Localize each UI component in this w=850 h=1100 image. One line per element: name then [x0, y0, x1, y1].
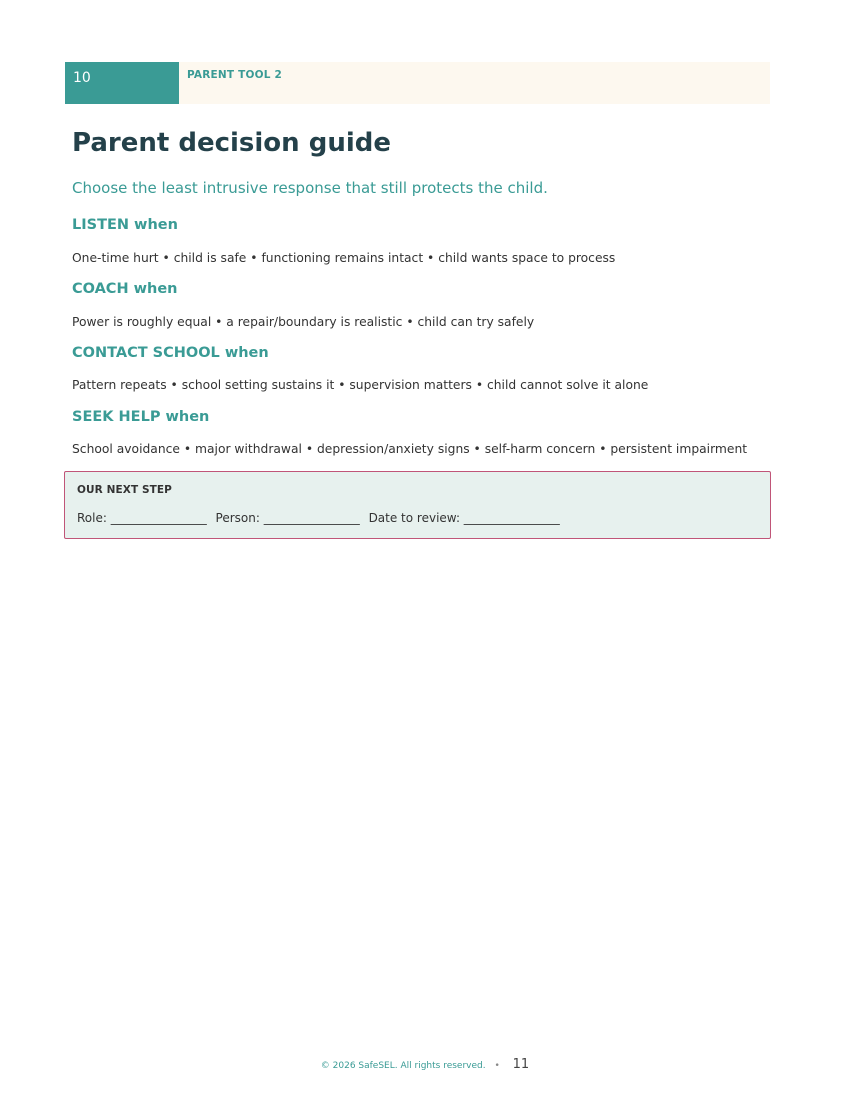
page-subtitle: Choose the least intrusive response that still protects the child. [72, 179, 548, 197]
section-body-coach: Power is roughly equal • a repair/boundary is realistic • child can try safely [72, 315, 535, 329]
next-step-label: OUR NEXT STEP [77, 484, 172, 496]
next-step-box [64, 471, 771, 539]
section-body-contact-school: Pattern repeats • school setting sustains it • supervision matters • child cannot solve it alone [72, 378, 649, 392]
section-heading-coach: COACH when [72, 281, 178, 297]
role-field: Role: ________________ [77, 511, 207, 525]
tool-label: PARENT TOOL 2 [187, 69, 282, 81]
next-step-fields [77, 511, 565, 525]
page-footer [0, 1057, 850, 1072]
page-number-block [65, 62, 179, 104]
section-body-listen: One-time hurt • child is safe • functioning remains intact • child wants space to process [72, 251, 616, 265]
page-header [65, 62, 770, 104]
header-page-number: 10 [73, 70, 91, 86]
section-heading-contact-school: CONTACT SCHOOL when [72, 345, 269, 361]
page-title: Parent decision guide [72, 128, 392, 158]
footer-separator: • [494, 1061, 500, 1071]
section-heading-listen: LISTEN when [72, 217, 178, 233]
person-field: Person: ________________ [215, 511, 360, 525]
footer-page-number: 11 [512, 1057, 530, 1072]
date-to-review-field: Date to review: ________________ [368, 511, 560, 525]
section-heading-seek-help: SEEK HELP when [72, 409, 210, 425]
section-body-seek-help: School avoidance • major withdrawal • depression/anxiety signs • self-harm concern • persistent impairment [72, 442, 748, 456]
footer-copyright: © 2026 SafeSEL. All rights reserved. [320, 1061, 486, 1071]
